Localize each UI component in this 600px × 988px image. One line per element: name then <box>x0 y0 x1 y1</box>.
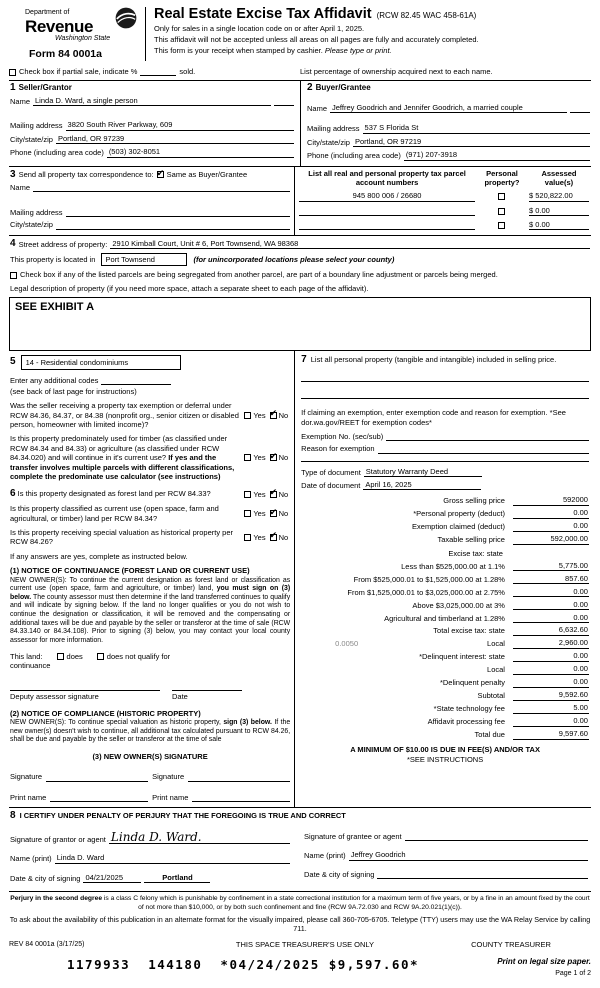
print-name-label: Print name <box>152 792 189 802</box>
delinquent-interest-state-input[interactable]: 0.00 <box>513 651 589 661</box>
personal-property-input-line-2[interactable] <box>301 389 589 399</box>
tax-row-tier-2 <box>301 574 589 584</box>
left-column <box>9 351 294 807</box>
middle-columns <box>9 351 591 808</box>
certification-statement: I CERTIFY UNDER PENALTY OF PERJURY THAT THE FOREGOING IS TRUE AND CORRECT <box>19 811 346 820</box>
tax-label: From $525,000.01 to $1,525,000.00 at 1.28% <box>353 574 505 584</box>
yes-no-group <box>244 450 290 463</box>
new-owners-signature-title: (3) NEW OWNER(S) SIGNATURE <box>92 751 208 761</box>
notice-compliance-title: (2) NOTICE OF COMPLIANCE (HISTORIC PROPERTY) <box>10 708 201 718</box>
parcel-table <box>294 167 591 235</box>
document-date-label: Date of document <box>301 481 361 490</box>
tax-label: Less than $525,000.00 at 1.1% <box>401 561 505 571</box>
tax-row-total-due <box>301 729 589 739</box>
correspondence-city-state-zip-label: City/state/zip <box>10 220 53 230</box>
correspondence-label: Send all property tax correspondence to: <box>18 169 154 179</box>
tax-label: *Delinquent penalty <box>439 678 505 688</box>
yes-no-group <box>244 530 290 542</box>
exemption-claimed-input[interactable]: 0.00 <box>513 521 589 531</box>
subtotal-value: 9,592.60 <box>513 690 589 700</box>
checkmark-icon: ✔ <box>269 530 278 541</box>
seller-city-state-zip-label: City/state/zip <box>10 134 53 144</box>
revenue-wordmark: Revenue <box>25 16 94 36</box>
yes-checkbox[interactable] <box>244 412 251 419</box>
tax-row-agricultural <box>301 613 589 623</box>
tax-row-technology-fee <box>301 703 589 713</box>
checkmark-icon: ✔ <box>269 506 278 517</box>
no-label: No <box>278 410 289 420</box>
personal-property-deduct-input[interactable]: 0.00 <box>513 508 589 518</box>
exemption-number-label: Exemption No. (sec/sub) <box>301 431 384 441</box>
form-number: Form 84 0001a <box>29 47 102 60</box>
tax-row-taxable <box>301 534 589 544</box>
notice-continuance-body <box>10 577 290 646</box>
new-owner-signature-input-1[interactable] <box>46 773 148 782</box>
tax-label: Local <box>487 639 505 649</box>
print-legal-size-note: Print on legal size paper. <box>497 956 591 966</box>
buyer-city-state-zip-input[interactable]: Portland, OR 97219 <box>353 137 590 147</box>
tax-row-tier-4 <box>301 600 589 610</box>
section-4-number: 4 <box>10 238 16 249</box>
tax-row-personal-deduct <box>301 508 589 518</box>
perjury-bold-text: Perjury in the second degree <box>10 895 103 903</box>
grantor-signature-column <box>10 823 300 883</box>
title-block <box>145 7 591 61</box>
tax-label: Affidavit processing fee <box>427 717 505 727</box>
yes-checkbox[interactable] <box>244 510 251 517</box>
correspondence-city-state-zip-input[interactable] <box>56 221 290 230</box>
yes-label: Yes <box>253 532 266 542</box>
tax-row-delinquent-interest-local <box>301 664 589 674</box>
delinquent-penalty-input[interactable]: 0.00 <box>513 677 589 687</box>
timber-agriculture-question <box>10 434 290 481</box>
new-owner-signature-row <box>10 772 290 781</box>
current-use-question-text: Is this property classified as current use (open space, farm and agricultural, or timber) land per RCW 84.34? <box>10 504 219 523</box>
additional-codes-note: (see back of last page for instructions) <box>10 386 137 396</box>
deputy-assessor-signature-label: Deputy assessor signature <box>10 692 99 702</box>
tax-label: From $1,525,000.01 to $3,025,000.00 at 2.75% <box>347 587 505 597</box>
tax-row-total-state <box>301 625 589 635</box>
signature-label: Signature <box>152 772 185 782</box>
parcel-number-input[interactable]: 945 800 006 / 26680 <box>299 191 475 201</box>
tax-row-local <box>301 638 589 648</box>
treasurer-use-only-label: THIS SPACE TREASURER'S USE ONLY <box>235 940 375 950</box>
notice-continuance-post: The county assessor must then determine if the land transferred continues to qualify and will indicate by signing below. If the land no longer qualifies or you do not wish to continue the designation or classification, it will be removed and the compensating or additional taxes will be due and payable by the seller or transferor at the time of sale (RCW 84.33.140 or 84.34.108). Prior to signing (3) below, you may contact your local county assessor for more information. <box>10 593 291 644</box>
grantor-date-city-label: Date & city of signing <box>10 873 81 883</box>
land-qualify-row <box>10 652 290 661</box>
seller-phone-label: Phone (including area code) <box>10 148 104 158</box>
washington-state-text: Washington State <box>55 34 111 42</box>
department-of-text: Department of <box>25 9 70 16</box>
tax-label: Above $3,025,000.00 at 3% <box>412 600 505 610</box>
grantee-signature-input[interactable] <box>405 832 588 841</box>
no-checkbox[interactable] <box>269 450 278 461</box>
personal-property-checkbox[interactable] <box>498 222 505 229</box>
agricultural-tax-value: 0.00 <box>513 613 589 623</box>
segregated-parcels-label: Check box if any of the listed parcels are being segregated from another parcel, are part of a boundary line adjustment or parcels being merged. <box>20 270 498 280</box>
notice-continuance-bold: you must sign on (3) below. <box>10 585 291 601</box>
new-owner-printname-row <box>10 793 290 802</box>
seller-phone-input[interactable]: (503) 302-8051 <box>107 147 294 157</box>
same-as-buyer-checkbox[interactable] <box>156 167 165 178</box>
buyer-mailing-label: Mailing address <box>307 124 360 134</box>
parcel-row <box>299 206 589 216</box>
tax-row-tier-1 <box>301 561 589 571</box>
buyer-city-state-zip-label: City/state/zip <box>307 137 350 147</box>
correspondence-name-label: Name <box>10 182 31 192</box>
reason-for-exemption-label: Reason for exemption <box>301 444 375 454</box>
section-8-certification <box>9 808 591 892</box>
tax-row-delinquent-interest-state <box>301 651 589 661</box>
partial-percent-input[interactable] <box>140 67 176 76</box>
section-3-correspondence <box>9 167 294 235</box>
timber-agriculture-question-text <box>10 434 244 481</box>
county-treasurer-label: COUNTY TREASURER <box>471 940 551 950</box>
tax-row-exemption-deduct <box>301 521 589 531</box>
tax-row-subtotal <box>301 690 589 700</box>
seller-city-state-zip-input[interactable]: Portland, OR 97239 <box>56 134 294 144</box>
does-not-label: does not qualify for <box>106 651 171 661</box>
see-instructions-note: *SEE INSTRUCTIONS <box>406 754 484 764</box>
section-1-number: 1 <box>10 82 16 93</box>
assessed-value-input[interactable]: $ 520,822.00 <box>529 191 589 201</box>
partial-sale-label: Check box if partial sale, indicate % <box>19 66 138 76</box>
tax-label: *State technology fee <box>433 704 505 714</box>
grantee-print-name-input[interactable]: Jeffrey Goodrich <box>349 850 588 860</box>
section-7-number: 7 <box>301 354 307 366</box>
section-2-title: Buyer/Grantee <box>315 83 371 92</box>
section-3-number: 3 <box>10 168 16 180</box>
delinquent-interest-local-input[interactable]: 0.00 <box>513 664 589 674</box>
checkmark-icon: ✔ <box>269 487 278 498</box>
legal-description-label: Legal description of property (if you need more space, attach a separate sheet to each page of the affidavit). <box>10 283 369 293</box>
buyer-name-label: Name <box>307 104 328 113</box>
tax-label: *Delinquent interest: state <box>419 652 505 662</box>
tax-label: Taxable selling price <box>437 535 505 545</box>
reason-for-exemption-input[interactable] <box>378 445 589 454</box>
rev-number: REV 84 0001a (3/17/25) <box>9 940 85 948</box>
taxable-selling-price-value: 592,000.00 <box>513 534 589 544</box>
located-in-note: (for unincorporated locations please select your county) <box>193 255 395 264</box>
tax-label: Gross selling price <box>443 496 505 506</box>
grantor-date-input[interactable]: 04/21/2025 <box>83 873 141 883</box>
tier1-tax-value: 5,775.00 <box>513 561 589 571</box>
notice-compliance-pre: NEW OWNER(S): To continue special valuation as historic property, <box>10 719 224 726</box>
header-note-1: Only for sales in a single location code on or after April 1, 2025. <box>154 24 365 34</box>
minimum-due-note: A MINIMUM OF $10.00 IS DUE IN FEE(S) AND/OR TAX <box>350 744 540 754</box>
tax-label: Total due <box>474 730 505 740</box>
this-land-label: This land: <box>10 651 43 661</box>
local-tax-value: 2,960.00 <box>513 638 589 648</box>
section-3 <box>9 167 591 236</box>
new-owner-signature-input-2[interactable] <box>188 773 290 782</box>
yes-checkbox[interactable] <box>244 491 251 498</box>
page-title: Real Estate Excise Tax Affidavit <box>154 6 372 22</box>
title-rcw-reference: (RCW 82.45 WAC 458-61A) <box>376 11 477 20</box>
no-label: No <box>278 489 289 499</box>
tax-row-affidavit-fee <box>301 716 589 726</box>
state-technology-fee-value: 5.00 <box>513 703 589 713</box>
tier4-tax-value: 0.00 <box>513 600 589 610</box>
section-6-number: 6 <box>10 488 16 500</box>
checkmark-icon: ✔ <box>269 408 278 419</box>
forest-land-question <box>10 489 290 499</box>
total-excise-state-value: 6,632.60 <box>513 625 589 635</box>
no-checkbox[interactable] <box>269 530 278 541</box>
notice-compliance-body <box>10 719 290 745</box>
tier2-tax-value: 857.60 <box>513 574 589 584</box>
yes-label: Yes <box>253 410 266 420</box>
document-separator <box>301 461 589 462</box>
does-label: does <box>66 651 83 661</box>
new-owner-print-name-input-2[interactable] <box>192 793 290 802</box>
seller-mailing-label: Mailing address <box>10 121 63 131</box>
tax-label: Exemption claimed (deduct) <box>412 522 505 532</box>
street-address-input[interactable]: 2910 Kimball Court, Unit # 6, Port Townsend, WA 98368 <box>110 239 590 249</box>
forest-land-text: Is this property designated as forest land per RCW 84.33? <box>17 489 211 499</box>
tier3-tax-value: 0.00 <box>513 587 589 597</box>
same-as-buyer-label: Same as Buyer/Grantee <box>166 169 248 179</box>
exemption-number-input[interactable] <box>386 432 589 441</box>
section-2-buyer <box>300 81 591 166</box>
exemption-deferral-question-text: Was the seller receiving a property tax exemption or deferral under RCW 84.36, 84.37, or 84.38 (nonprofit org., senior citizen or disabled person, homeowner with limited income)? <box>10 401 239 429</box>
buyer-ownership-percent-input[interactable] <box>570 104 590 113</box>
tax-label: Agricultural and timberland at 1.28% <box>384 613 505 623</box>
yes-no-group <box>244 487 290 499</box>
local-rate-value: 0.0050 <box>335 639 359 649</box>
partial-sale-row <box>9 64 591 81</box>
parcel-row <box>299 191 589 201</box>
yes-label: Yes <box>253 489 266 499</box>
exemption-deferral-question <box>10 401 290 429</box>
dor-logo-icon <box>115 7 137 29</box>
grantor-signature-label: Signature of grantor or agent <box>10 835 106 844</box>
deputy-date-label: Date <box>172 692 188 702</box>
tax-label: Total excise tax: state <box>433 626 505 636</box>
personal-property-intro: List all personal property (tangible and intangible) included in selling price. <box>310 355 557 365</box>
legal-description-box[interactable] <box>9 297 591 351</box>
grantee-signature-label: Signature of grantee or agent <box>304 832 402 841</box>
parcel-number-input[interactable] <box>299 221 475 230</box>
new-owner-print-name-input-1[interactable] <box>50 793 148 802</box>
seller-name-label: Name <box>10 97 31 106</box>
no-label: No <box>278 453 289 463</box>
footer-stamp-row <box>9 957 591 979</box>
answers-yes-note: If any answers are yes, complete as instructed below. <box>10 551 188 561</box>
timber-question-normal: Is this property predominately used for timber (as classified under RCW 84.34 and 84.33) or agriculture (as classified under RCW 84.34.020) and will continue in it's current use? <box>10 434 228 463</box>
grantor-city-input[interactable]: Portland <box>144 873 210 883</box>
document-type-label: Type of document <box>301 467 361 477</box>
yes-no-group <box>244 408 290 420</box>
notice-continuance-pre: NEW OWNER(S): To continue the current designation as forest land or classification as current use (open space, farm and agriculture, or timber) land, <box>10 576 291 593</box>
notice-compliance-bold: sign (3) below. <box>223 719 272 726</box>
buyer-name-input[interactable]: Jeffrey Goodrich and Jennifer Goodrich, a married couple <box>330 103 567 113</box>
parcel-numbers-header: List all real and personal property tax parcel account numbers <box>308 168 466 187</box>
tax-computation-table <box>301 495 589 739</box>
parcel-row <box>299 220 589 230</box>
total-due-value: 9,597.60 <box>513 729 589 739</box>
page-number: Page 1 of 2 <box>555 969 591 977</box>
header-note-2: This affidavit will not be accepted unless all areas on all pages are fully and accurately completed. <box>154 35 479 45</box>
no-checkbox[interactable] <box>269 506 278 517</box>
grantee-date-city-label: Date & city of signing <box>304 869 375 879</box>
correspondence-mailing-label: Mailing address <box>10 207 63 217</box>
print-info <box>441 957 591 979</box>
header-note-3-italic: Please type or print. <box>324 46 392 56</box>
assessed-value-input[interactable]: $ 0.00 <box>529 206 589 216</box>
located-in-label: This property is located in <box>10 255 96 264</box>
seller-mailing-input[interactable]: 3820 South River Parkway, 609 <box>66 120 294 130</box>
tax-row-delinquent-penalty <box>301 677 589 687</box>
additional-codes-input[interactable] <box>101 376 171 385</box>
personal-property-input-line-1[interactable] <box>301 372 589 382</box>
tax-row-tier-3 <box>301 587 589 597</box>
tax-row-gross <box>301 495 589 505</box>
print-name-label: Print name <box>10 792 47 802</box>
street-address-label: Street address of property: <box>18 239 108 249</box>
deputy-signature-labels <box>10 692 290 701</box>
buyer-mailing-input[interactable]: 537 S Florida St <box>363 123 590 133</box>
personal-property-checkbox[interactable] <box>498 208 505 215</box>
section-1-seller <box>9 81 300 166</box>
does-qualify-checkbox[interactable] <box>57 653 64 660</box>
grantee-signature-column <box>300 823 590 883</box>
timber-question-bold: If yes and the transfer involves multiple parcels with different classifications, complete the predominate use calculator (see instructions) <box>10 453 235 481</box>
right-column <box>294 351 591 807</box>
checkmark-icon: ✔ <box>156 167 165 178</box>
buyer-phone-input[interactable]: (971) 207-3918 <box>404 150 590 160</box>
tax-label: *Personal property (deduct) <box>413 509 505 519</box>
forest-land-question-text <box>10 489 244 499</box>
no-checkbox[interactable] <box>269 487 278 498</box>
deputy-date-input[interactable] <box>172 682 242 691</box>
seller-ownership-percent-input[interactable] <box>274 97 294 106</box>
seller-name-input[interactable]: Linda D. Ward, a single person <box>33 96 271 106</box>
yes-checkbox[interactable] <box>244 534 251 541</box>
deputy-assessor-signature-input[interactable] <box>10 682 160 691</box>
footer-rev-row <box>9 940 591 949</box>
segregated-parcels-checkbox[interactable] <box>10 272 17 279</box>
document-date-input[interactable]: April 16, 2025 <box>363 480 481 490</box>
assessed-value-header: Assessed value(s) <box>541 168 577 187</box>
yes-label: Yes <box>253 453 266 463</box>
grantor-print-name-input[interactable]: Linda D. Ward <box>55 853 290 863</box>
yes-checkbox[interactable] <box>244 454 251 461</box>
notice-continuance-title: (1) NOTICE OF CONTINUANCE (FOREST LAND OR CURRENT USE) <box>10 566 250 576</box>
perjury-notice <box>9 895 591 912</box>
grantee-print-name-label: Name (print) <box>304 851 346 861</box>
legal-description-text: SEE EXHIBIT A <box>15 301 95 314</box>
located-in-select[interactable]: Port Townsend <box>101 253 187 266</box>
historic-property-question <box>10 528 290 547</box>
additional-codes-label: Enter any additional codes <box>10 375 99 385</box>
ownership-percentage-note: List percentage of ownership acquired next to each name. <box>300 66 493 76</box>
perjury-text: is a class C felony which is punishable by confinement in a state correctional institution for a maximum term of five years, or by a fine in an amount fixed by the court of not more than $10,000, or by both such confinement and fine (RCW 9A.72.030 and RCW 9A.20.021(1)(c)). <box>102 895 590 911</box>
affidavit-processing-fee-value: 0.00 <box>513 716 589 726</box>
grantor-print-name-label: Name (print) <box>10 854 52 864</box>
parcel-number-input[interactable] <box>299 207 475 216</box>
accessibility-notice: To ask about the availability of this publication in an alternate format for the visually impaired, please call 360-705-6705. Teletype (TTY) users may use the WA Relay Service by calling 711. <box>9 914 591 933</box>
section-5-number: 5 <box>10 356 16 368</box>
personal-property-header: Personal property? <box>484 168 520 187</box>
continuance-label: continuance <box>10 660 51 670</box>
section-2-number: 2 <box>307 82 313 93</box>
no-checkbox[interactable] <box>269 408 278 419</box>
notice-compliance-post: If the new owner(s) doesn't wish to continue, all additional tax calculated pursuant to RCW 84.26, shall be due and payable by the seller or transferor at the time of sale <box>10 719 291 744</box>
tax-label: Subtotal <box>477 691 505 701</box>
tax-subheader-excise-state <box>301 549 589 558</box>
no-label: No <box>278 532 289 542</box>
section-4 <box>9 236 591 296</box>
deputy-signature-lines <box>10 682 290 691</box>
checkmark-icon: ✔ <box>269 450 278 461</box>
personal-property-checkbox[interactable] <box>498 193 505 200</box>
exemption-note: If claiming an exemption, enter exemption code and reason for exemption. *See dor.wa.gov/REET for exemption codes* <box>301 408 566 427</box>
section-8-number: 8 <box>10 810 16 821</box>
gross-selling-price-input[interactable]: 592000 <box>513 495 589 505</box>
assessed-value-input[interactable]: $ 0.00 <box>529 220 589 230</box>
current-use-question <box>10 504 290 523</box>
yes-no-group <box>244 506 290 518</box>
section-1-title: Seller/Grantor <box>18 83 72 92</box>
land-use-code-select[interactable]: 14 - Residential condominiums <box>21 355 181 369</box>
document-type-input[interactable]: Statutory Warranty Deed <box>364 467 482 477</box>
header-note-3 <box>154 46 591 55</box>
no-label: No <box>278 508 289 518</box>
header-note-3-text: This form is your receipt when stamped by cashier. <box>154 46 323 56</box>
agency-block <box>9 7 143 61</box>
seller-buyer-sections <box>9 81 591 167</box>
tax-label: Local <box>487 665 505 675</box>
correspondence-mailing-input[interactable] <box>66 208 291 217</box>
yes-label: Yes <box>253 508 266 518</box>
does-not-qualify-checkbox[interactable] <box>97 653 104 660</box>
excise-tax-state-label: Excise tax: state <box>448 548 503 558</box>
form-header <box>9 7 591 64</box>
grantee-date-city-input[interactable] <box>377 870 588 879</box>
partial-sale-label-sold: sold. <box>179 66 196 76</box>
grantor-signature-script: Linda D. Ward. <box>110 830 202 844</box>
historic-property-question-text: Is this property receiving special valuation as historical property per RCW 84.26? <box>10 528 234 547</box>
buyer-phone-label: Phone (including area code) <box>307 151 401 161</box>
correspondence-name-input[interactable] <box>33 183 290 192</box>
grantor-signature-input[interactable] <box>109 832 290 844</box>
cashier-stamp-text: 1179933 144180 *04/24/2025 $9,597.60* <box>67 956 419 972</box>
signature-label: Signature <box>10 772 43 782</box>
partial-sale-checkbox[interactable] <box>9 69 16 76</box>
